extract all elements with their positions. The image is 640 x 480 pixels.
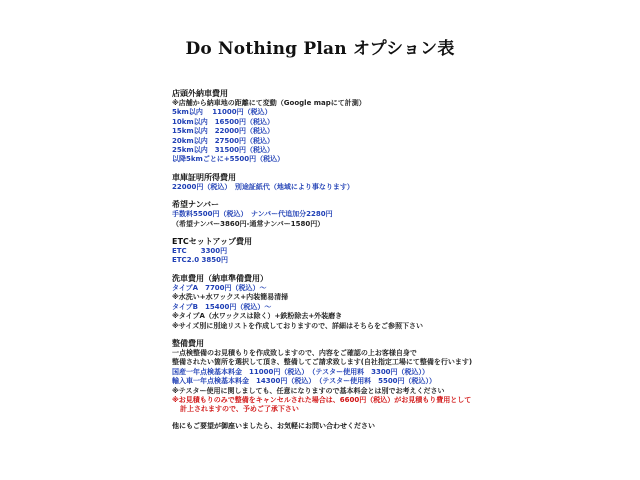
- wash-type-b: タイプB 15400円（税込）～: [172, 302, 272, 311]
- etc-row: ETC2.0 3850円: [172, 256, 229, 265]
- garage-section: [172, 172, 472, 192]
- etc-heading: ETCセットアップ費用: [172, 237, 252, 247]
- plate-section: [172, 199, 472, 229]
- plate-row: 手数料5500円（税込） ナンバー代追加分2280円: [172, 210, 333, 219]
- delivery-row: 15km以内 22000円（税込）: [172, 127, 275, 136]
- etc-section: [172, 236, 472, 266]
- maintenance-section: [172, 338, 472, 415]
- wash-type-a: タイプA 7700円（税込）～: [172, 283, 267, 292]
- maintenance-intro: 整備されたい箇所を選択して頂き、整備してご請求致します(自社指定工場にて整備を行います): [172, 358, 473, 367]
- maintenance-domestic: 国産一年点検基本料金 11000円（税込） （テスター使用料 3300円（税込））: [172, 367, 430, 376]
- garage-row: 22000円（税込） 別途証紙代（地域により事なります）: [172, 182, 354, 191]
- delivery-section: [172, 88, 472, 165]
- plate-note: （希望ナンバー3860円-通常ナンバー1580円）: [172, 219, 325, 228]
- delivery-row: 5km以内 11000円（税込）: [172, 108, 272, 117]
- maintenance-intro: 一点検整備のお見積もりを作成致しますので、内容をご確認の上お客様自身で: [172, 348, 417, 357]
- maintenance-cancel-note: ※お見積もりのみで整備をキャンセルされた場合は、6600円（税込）がお見積もり費用として: [172, 395, 472, 404]
- options-table: [172, 88, 472, 431]
- footer-note: 他にもご要望が御座いましたら、お気軽にお問い合わせください: [172, 421, 375, 430]
- delivery-row: 25km以内 31500円（税込）: [172, 146, 275, 155]
- wash-section: [172, 273, 472, 331]
- maintenance-imported: 輸入車一年点検基本料金 14300円（税込） （テスター使用料 5500円（税込））: [172, 377, 437, 386]
- delivery-row: 10km以内 16500円（税込）: [172, 117, 275, 126]
- etc-row: ETC 3300円: [172, 247, 228, 256]
- wash-list-note: ※サイズ別に別途リストを作成しておりますので、詳細はそちらをご参照下さい: [172, 321, 423, 330]
- wash-heading: 洗車費用（納車準備費用）: [172, 273, 268, 283]
- delivery-heading: 店頭外納車費用: [172, 89, 228, 98]
- delivery-row: 以降5kmごとに+5500円（税込）: [172, 155, 285, 164]
- plate-heading: 希望ナンバー: [172, 200, 220, 210]
- maintenance-heading: 整備費用: [172, 338, 204, 348]
- maintenance-cancel-note: 計上されますので、予めご了承下さい: [180, 405, 299, 414]
- page-title: Do Nothing Plan オプション表: [185, 39, 455, 59]
- garage-heading: 車庫証明所得費用: [172, 172, 236, 182]
- wash-type-a-note: ※水洗い+水ワックス+内装簡易清掃: [172, 293, 289, 302]
- delivery-row: 20km以内 27500円（税込）: [172, 136, 275, 145]
- maintenance-tester-note: ※テスター使用に関しましても、任意になりますので基本料金とは別でお考えください: [172, 386, 445, 395]
- delivery-note: ※店舗から納車地の距離にて変動（Google mapにて計測）: [172, 99, 366, 107]
- wash-type-b-note: ※タイプA（水ワックスは除く）+鉄粉除去+外装磨き: [172, 312, 343, 321]
